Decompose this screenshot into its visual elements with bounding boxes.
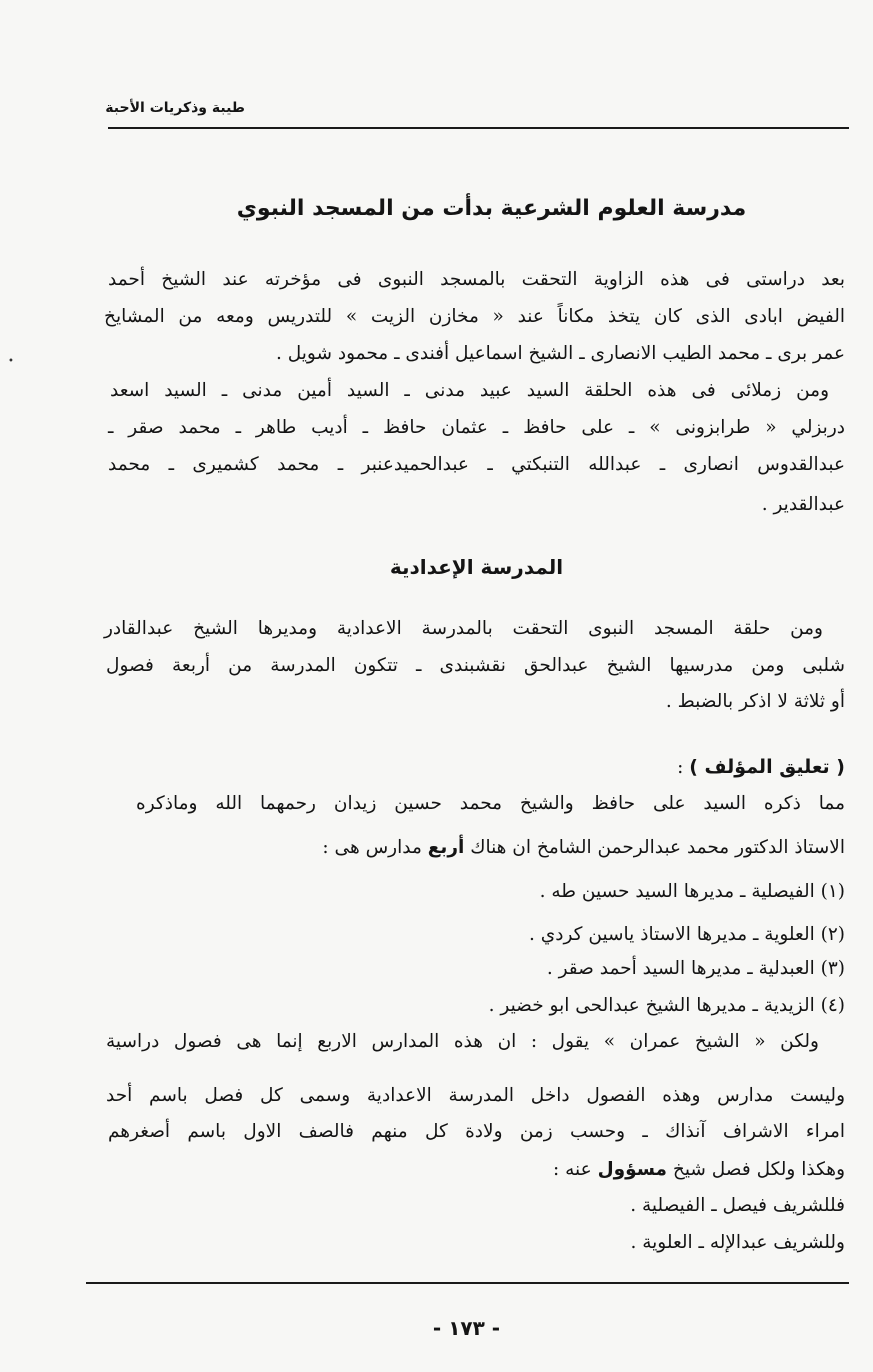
comment-heading — [677, 755, 845, 780]
comment-label: ( تعليق المؤلف ) — [689, 756, 845, 778]
list-item: (٣) العبدلية ـ مديرها السيد أحمد صقر . — [546, 958, 845, 979]
paragraph-line: عمر برى ـ محمد الطيب الانصارى ـ الشيخ اسماعيل أفندى ـ محمود شويل . — [276, 343, 845, 364]
footer-rule — [86, 1282, 849, 1284]
text-span: مدارس هى : — [322, 837, 428, 858]
running-head: طيبة وذكريات الأحبة — [105, 100, 245, 116]
list-item: وللشريف عبدالإله ـ العلوية . — [630, 1232, 845, 1253]
comment-colon: : — [677, 757, 690, 778]
paragraph-line: امراء الاشراف آنذاك ـ وحسب زمن ولادة كل منهم فالصف الاول باسم أصغرهم — [108, 1121, 845, 1142]
paragraph-line: ومن حلقة المسجد النبوى التحقت بالمدرسة الاعدادية ومديرها الشيخ عبدالقادر — [104, 618, 823, 639]
bold-word-responsible: مسؤول — [597, 1159, 667, 1180]
paragraph-line: شلبى ومن مدرسيها الشيخ عبدالحق نقشبندى ـ تتكون المدرسة من أربعة فصول — [106, 655, 845, 676]
paragraph-line: مما ذكره السيد على حافظ والشيخ محمد حسين زيدان رحمهما الله وماذكره — [136, 793, 845, 814]
paragraph-line: ولكن « الشيخ عمران » يقول : ان هذه المدارس الاربع إنما هى فصول دراسية — [106, 1031, 819, 1052]
scan-speck: • — [8, 356, 14, 367]
paragraph-line — [553, 1158, 845, 1182]
paragraph-line: وليست مدارس وهذه الفصول داخل المدرسة الاعدادية وسمى كل فصل باسم أحد — [106, 1085, 845, 1106]
list-item: (٢) العلوية ـ مديرها الاستاذ ياسين كردي . — [529, 924, 845, 945]
paragraph-line: ومن زملائى فى هذه الحلقة السيد عبيد مدنى ـ السيد أمين مدنى ـ السيد اسعد — [110, 380, 829, 401]
list-item: (١) الفيصلية ـ مديرها السيد حسين طه . — [539, 881, 845, 902]
paragraph-line: عبدالقدير . — [761, 494, 845, 515]
bold-word-four: أربع — [427, 837, 465, 858]
paragraph-line: دربزلي « طرابزونى » ـ على حافظ ـ عثمان حافظ ـ أديب طاهر ـ محمد صقر ـ — [108, 417, 845, 438]
paragraph-line: بعد دراستى فى هذه الزاوية التحقت بالمسجد النبوى فى مؤخرته عند الشيخ أحمد — [108, 269, 845, 290]
list-item: فللشريف فيصل ـ الفيصلية . — [630, 1195, 845, 1216]
paragraph-line — [322, 836, 845, 860]
section-subtitle: المدرسة الإعدادية — [389, 555, 564, 579]
text-span: الاستاذ الدكتور محمد عبدالرحمن الشامخ ان هناك — [464, 837, 845, 858]
paragraph-line: عبدالقدوس انصارى ـ عبدالله التنبكتي ـ عبدالحميدعنبر ـ محمد كشميرى ـ محمد — [108, 454, 845, 475]
list-item: (٤) الزيدية ـ مديرها الشيخ عبدالحى ابو خضير . — [488, 995, 845, 1016]
header-rule — [108, 127, 849, 129]
text-span: عنه : — [553, 1159, 598, 1180]
page-number: - ١٧٣ - — [432, 1316, 501, 1340]
text-span: وهكذا ولكل فصل شيخ — [667, 1159, 845, 1180]
paragraph-line: الفيض ابادى الذى كان يتخذ مكاناً عند « مخازن الزيت » للتدريس ومعه من المشايخ — [104, 306, 845, 327]
paragraph-line: أو ثلاثة لا اذكر بالضبط . — [665, 691, 845, 712]
section-title: مدرسة العلوم الشرعية بدأت من المسجد النبوي — [236, 196, 747, 221]
